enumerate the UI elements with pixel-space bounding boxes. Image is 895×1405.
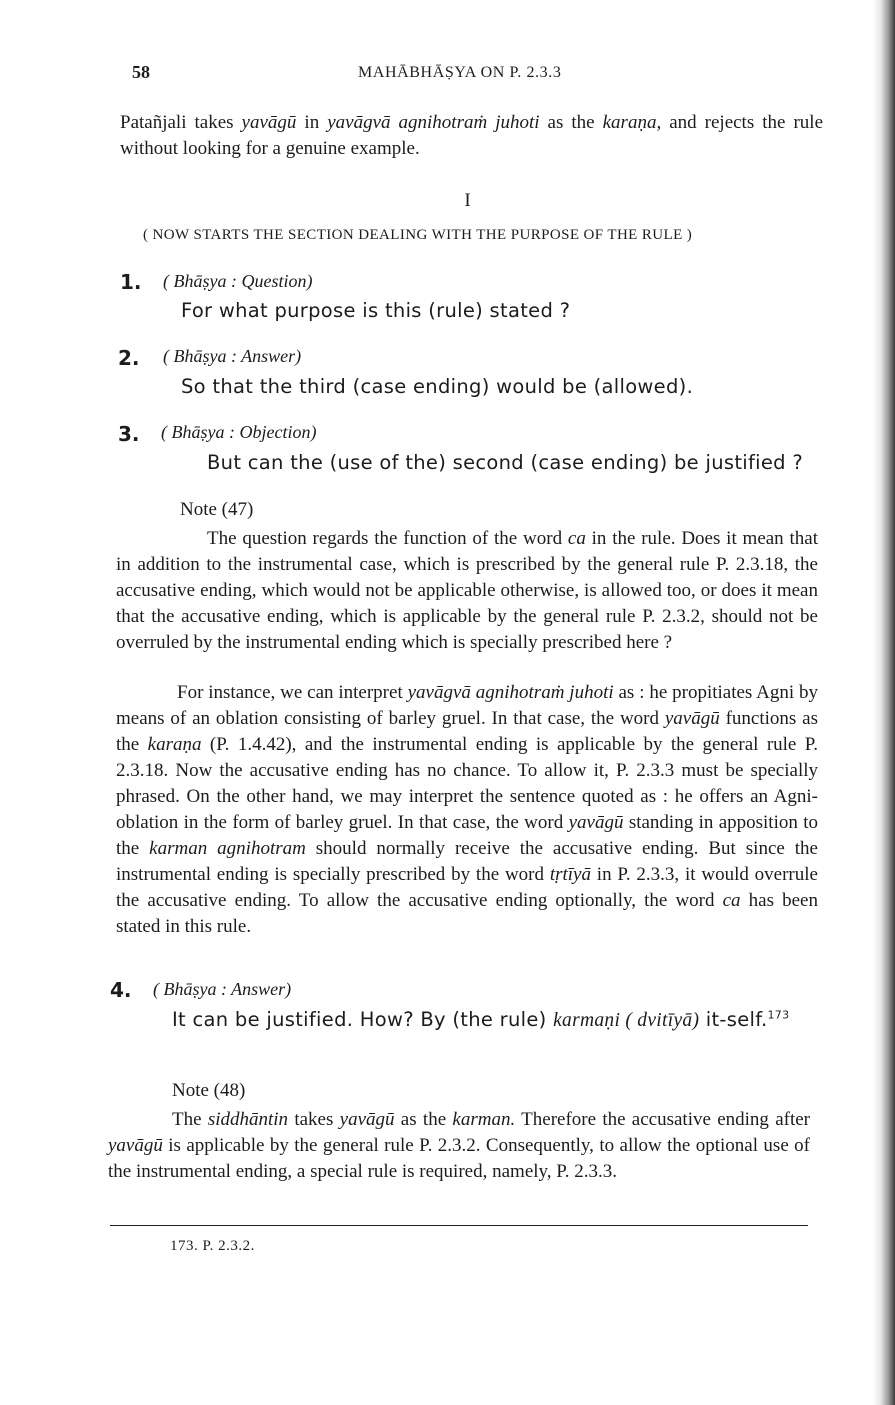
- section-title: ( NOW STARTS THE SECTION DEALING WITH THE PURPOSE OF THE RULE ): [143, 227, 693, 243]
- bhasya-item-1: [120, 270, 142, 294]
- bhasya-text: It can be justified. How? By (the rule) karmaṇi ( dvitīyā) it-self.$^{173}$: [172, 1008, 790, 1031]
- note-heading: Note (47): [180, 499, 254, 520]
- running-head: MAHĀBHĀṢYA ON P. 2.3.3: [358, 64, 562, 81]
- bhasya-item-2: [118, 346, 140, 370]
- bhasya-text: So that the third (case ending) would be (allowed).: [181, 375, 694, 398]
- note-paragraph: The question regards the function of the word ca in the rule. Does it mean that in addition to the instrumental case, which is prescribed by the general rule P. 2.3.18, the accusative ending, which would not be applicable otherwise, is allowed too, or does it mean that the accusative ending, which is applicable by the general rule P. 2.3.2, should not be overruled by the instrumental ending which is specially prescribed here ?: [116, 528, 818, 653]
- page-number: 58: [132, 62, 150, 82]
- note-heading: Note (48): [172, 1080, 246, 1101]
- bhasya-label: ( Bhāṣya : Answer): [153, 979, 292, 999]
- item-number: 1.: [120, 270, 142, 294]
- item-number: 2.: [118, 346, 140, 370]
- intro-paragraph: Patañjali takes yavāgū in yavāgvā agnihotraṁ juhoti as the karaṇa, and rejects the rule without looking for a genuine example.: [120, 112, 823, 159]
- section-number: I: [464, 190, 471, 211]
- bhasya-text: But can the (use of the) second (case ending) be justified ?: [207, 451, 803, 474]
- bhasya-item-3: [118, 422, 140, 446]
- bhasya-label: ( Bhāṣya : Question): [163, 271, 313, 291]
- note-paragraph: For instance, we can interpret yavāgvā agnihotraṁ juhoti as : he propitiates Agni by means of an oblation consisting of barley gruel. In that case, the word yavāgū functions as the karaṇa (P. 1.4.42), and the instrumental ending is applicable by the general rule P. 2.3.18. Now the accusative ending has no chance. To allow it, P. 2.3.3 must be specially phrased. On the other hand, we may interpret the sentence quoted as : he offers an Agni-oblation in the form of barley gruel. In that case, the word yavāgū standing in apposition to the karman agnihotram should normally receive the accusative ending. But since the instrumental ending is specially prescribed by the word tṛtīyā in P. 2.3.3, it would overrule the accusative ending. To allow the accusative ending optionally, the word ca has been stated in this rule.: [116, 682, 819, 937]
- item-number: 4.: [110, 978, 132, 1002]
- note-paragraph: The siddhāntin takes yavāgū as the karman. Therefore the accusative ending after yavāgū is applicable by the general rule P. 2.3.2. Consequently, to allow the optional use of the instrumental ending, a special rule is required, namely, P. 2.3.3.: [108, 1109, 810, 1182]
- bhasya-item-4: [110, 978, 132, 1002]
- footnote-rule: [110, 1225, 808, 1226]
- footnote-ref: 173: [767, 1008, 790, 1022]
- item-number: 3.: [118, 422, 140, 446]
- bhasya-text: For what purpose is this (rule) stated ?: [181, 299, 571, 322]
- bhasya-label: ( Bhāṣya : Answer): [163, 346, 302, 366]
- footnote: 173. P. 2.3.2.: [170, 1238, 255, 1254]
- bhasya-label: ( Bhāṣya : Objection): [161, 422, 317, 442]
